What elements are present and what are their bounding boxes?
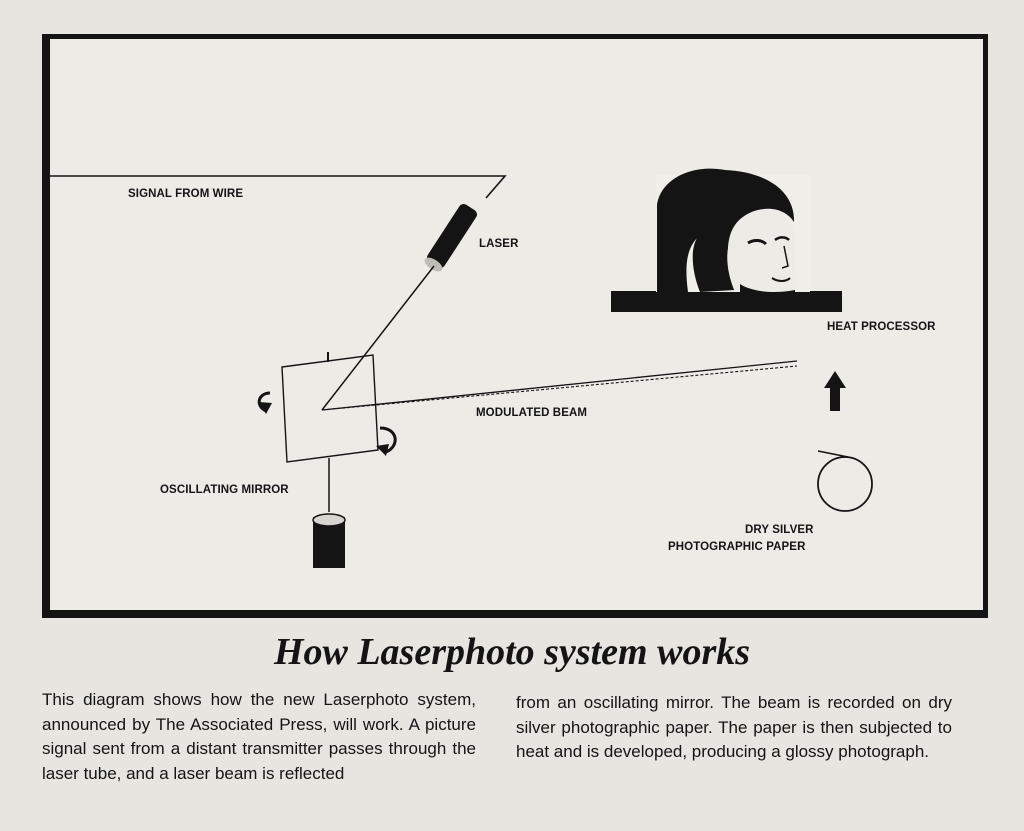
label-signal-from-wire: SIGNAL FROM WIRE: [128, 188, 244, 200]
label-modulated-beam: MODULATED BEAM: [476, 407, 588, 419]
laser-tube: [422, 202, 479, 274]
modulated-beam-lower: [322, 366, 797, 410]
signal-wire-line: [50, 176, 505, 198]
caption-right-column: from an oscillating mirror. The beam is recorded on dry silver photographic paper. The paper is then subjected to heat and is developed, producing a glossy photograph.: [516, 693, 952, 761]
modulated-beam-upper: [322, 361, 797, 410]
developed-portrait-image: [656, 169, 810, 292]
headline: How Laserphoto system works: [273, 631, 751, 673]
label-dry-silver: DRY SILVER: [745, 524, 814, 536]
up-arrow-icon: [824, 371, 846, 411]
rotation-arrow-right-icon: [376, 428, 395, 456]
label-laser: LASER: [479, 238, 519, 250]
heat-processor-plate: [611, 291, 842, 312]
label-oscillating-mirror: OSCILLATING MIRROR: [160, 484, 289, 496]
mirror-motor: [313, 514, 345, 568]
label-photographic-paper: PHOTOGRAPHIC PAPER: [668, 541, 806, 553]
laser-beam: [322, 266, 434, 410]
paper-roll-icon: [818, 451, 872, 511]
label-heat-processor: HEAT PROCESSOR: [827, 321, 936, 333]
oscillating-mirror: [282, 355, 378, 462]
rotation-arrow-left-icon: [259, 393, 272, 414]
caption-left-column: This diagram shows how the new Laserphoto system, announced by The Associated Press, will work. A picture signal sent from a distant transmitter passes through the laser tube, and a laser beam is reflected: [42, 690, 476, 783]
